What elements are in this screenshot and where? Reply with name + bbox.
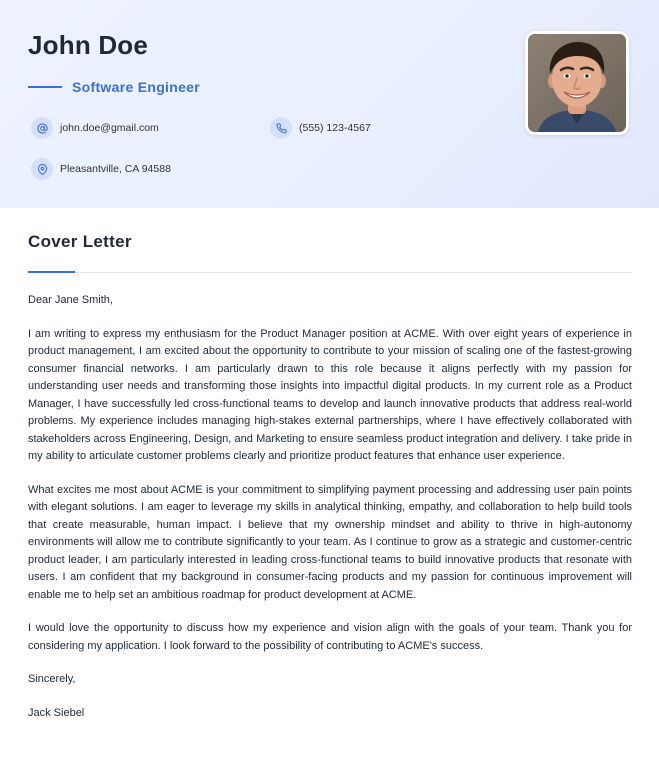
- role-accent-line: [28, 86, 62, 88]
- profile-photo: [525, 31, 629, 135]
- resume-header: [0, 0, 659, 208]
- role-row: [28, 79, 200, 95]
- location-pin-icon: [31, 158, 53, 180]
- candidate-name: John Doe: [28, 30, 149, 60]
- section-divider-accent: [28, 271, 75, 273]
- contact-location: [31, 158, 171, 180]
- location-text: Pleasantville, CA 94588: [60, 163, 171, 175]
- closing: Sincerely,: [28, 673, 76, 685]
- phone-icon: [270, 117, 292, 139]
- portrait-illustration: [528, 34, 626, 132]
- letter-paragraph: I would love the opportunity to discuss how my experience and vision align with the goals of your team. Thank you for considering my application. I look forward to the possibility of contributing to ACME's success.: [28, 622, 632, 652]
- at-icon: [31, 117, 53, 139]
- salutation: Dear Jane Smith,: [28, 294, 113, 306]
- phone-text[interactable]: (555) 123-4567: [299, 122, 371, 134]
- letter-paragraph: I am writing to express my enthusiasm for the Product Manager position at ACME. With over eight years of experience in product management, I am excited about the opportunity to contribute to your mission of scaling one of the fastest-growing consumer financial networks. I am particularly drawn to this role because it aligns perfectly with my passion for understanding user needs and transforming those insights into impactful digital products. In my current role as a Product Manager, I have successfully led cross-functional teams to develop and launch innovative products that address real-world problems. My experience includes managing high-stakes external partnerships, where I have effectively collaborated with stakeholders across Engineering, Design, and Marketing to ensure seamless product integration and delivery. I take pride in my ability to articulate customer problems clearly and prioritize product features that enhance user experience.: [28, 327, 632, 462]
- contact-phone: [270, 117, 371, 139]
- letter-paragraph: What excites me most about ACME is your commitment to simplifying payment processing and addressing user pain points with elegant solutions. I am eager to leverage my skills in analytical thinking, empathy, and collaboration to help build tools that create measurable, human impact. I believe that my ownership mindset and ability to thrive in high-autonomy environments will allow me to contribute significantly to your team. As I continue to grow as a strategic and customer-centric product leader, I am particularly interested in leading cross-functional teams to build innovative products that resonate with users. I am confident that my background in consumer-facing products and my passion for continuous improvement will enable me to help set an ambitious roadmap for product development at ACME.: [28, 483, 632, 601]
- contact-email: [31, 117, 159, 139]
- section-title: Cover Letter: [28, 232, 132, 251]
- job-title: Software Engineer: [72, 79, 201, 95]
- signature: Jack Siebel: [28, 706, 85, 719]
- section-divider: [28, 272, 632, 273]
- letter-body: [28, 292, 632, 738]
- email-text[interactable]: john.doe@gmail.com: [60, 122, 159, 134]
